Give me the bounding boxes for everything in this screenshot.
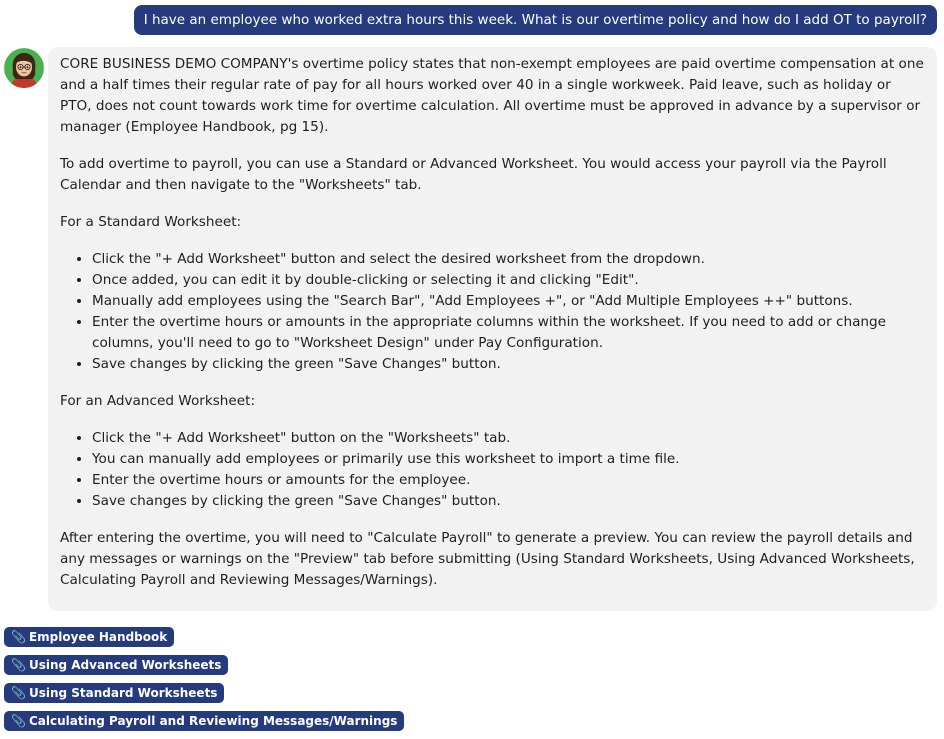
assistant-message-bubble [48,47,937,611]
source-link-standard-worksheets[interactable] [4,683,224,703]
source-link-label: Using Standard Worksheets [28,686,218,700]
source-links [4,627,404,739]
user-message-text: I have an employee who worked extra hours this week. What is our overtime policy and how do I add OT to payroll? [143,12,927,28]
source-link-employee-handbook[interactable] [4,627,174,647]
paperclip-icon: 📎 [11,686,26,700]
list-item: • Save changes by clicking the green "Save Changes" button. [92,354,925,375]
list-item: • Click the "+ Add Worksheet" button on the "Worksheets" tab. [92,428,925,449]
source-link-label: Calculating Payroll and Reviewing Messages/Warnings [28,714,398,728]
standard-worksheet-heading: For a Standard Worksheet: [60,214,242,230]
source-link-advanced-worksheets[interactable] [4,655,228,675]
list-item: • You can manually add employees or primarily use this worksheet to import a time file. [92,449,925,470]
list-item: • Save changes by clicking the green "Save Changes" button. [92,491,925,512]
closing-paragraph: After entering the overtime, you will need to "Calculate Payroll" to generate a preview. You can review the payroll details and any messages or warnings on the "Preview" tab before submitting (Using Standard Worksheets, Using Advanced Worksheets, Calculating Payroll and Reviewing Messages/Warnings). [60,530,915,588]
advanced-worksheet-heading: For an Advanced Worksheet: [60,393,256,409]
standard-worksheet-steps [60,249,925,375]
paperclip-icon: 📎 [11,630,26,644]
list-item: • Click the "+ Add Worksheet" button and select the desired worksheet from the dropdown. [92,249,925,270]
paperclip-icon: 📎 [11,714,26,728]
advanced-worksheet-steps [60,428,925,512]
list-item: • Enter the overtime hours or amounts in the appropriate columns within the worksheet. If you need to add or change columns, you'll need to go to "Worksheet Design" under Pay Configuration. [92,312,925,354]
assistant-avatar [4,48,44,88]
source-link-calculating-payroll[interactable] [4,711,404,731]
paperclip-icon: 📎 [11,658,26,672]
source-link-label: Using Advanced Worksheets [28,658,222,672]
source-link-label: Employee Handbook [28,630,168,644]
worksheet-intro-paragraph: To add overtime to payroll, you can use a Standard or Advanced Worksheet. You would access your payroll via the Payroll Calendar and then navigate to the "Worksheets" tab. [60,156,887,193]
user-message-bubble [134,5,937,35]
list-item: • Manually add employees using the "Search Bar", "Add Employees +", or "Add Multiple Employees ++" buttons. [92,291,925,312]
list-item: • Once added, you can edit it by double-clicking or selecting it and clicking "Edit". [92,270,925,291]
policy-paragraph: CORE BUSINESS DEMO COMPANY's overtime policy states that non-exempt employees are paid overtime compensation at one and a half times their regular rate of pay for all hours worked over 40 in a single workweek. Paid leave, such as holiday or PTO, does not count towards work time for overtime calculation. All overtime must be approved in advance by a supervisor or manager (Employee Handbook, pg 15). [60,56,924,135]
cartoon-avatar-icon [4,48,44,88]
list-item: • Enter the overtime hours or amounts for the employee. [92,470,925,491]
